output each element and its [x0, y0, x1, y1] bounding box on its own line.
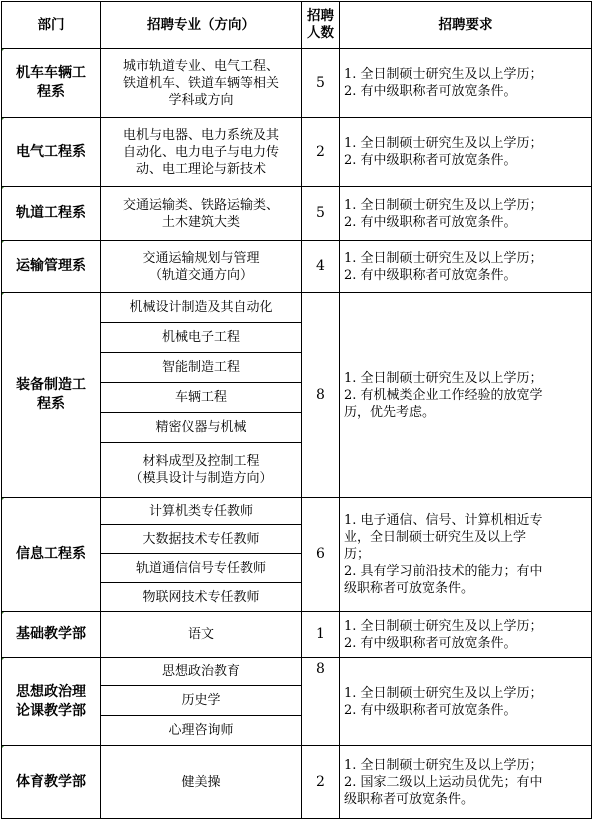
req-line: 1. 电子通信、信号、计算机相近专 [344, 513, 543, 528]
table-row [2, 241, 592, 293]
req-line: 1. 全日制硕士研究生及以上学历； [344, 136, 543, 151]
dept-cell: 体育教学部 [2, 746, 101, 819]
major-cell [101, 118, 302, 187]
requirements-cell [340, 49, 592, 118]
major-line: 学科或方向 [168, 92, 234, 108]
dept-cell [2, 49, 101, 118]
dept-cell: 电气工程系 [2, 118, 101, 187]
header-dept: 部门 [2, 2, 101, 49]
req-line: 1. 全日制硕士研究生及以上学历； [344, 618, 543, 634]
dept-cell [2, 293, 101, 498]
major-line: 土木建筑大类 [161, 214, 240, 230]
major-cell: 思想政治教育 [101, 658, 302, 686]
major-cell: 车辆工程 [101, 383, 302, 413]
table-row [2, 498, 592, 525]
major-line: （轨道交通方向） [148, 267, 253, 283]
req-line: 级职称者可放宽条件。 [344, 791, 475, 807]
major-cell [101, 241, 302, 293]
count-cell: 6 [302, 498, 340, 612]
table-row [2, 658, 592, 686]
major-cell: 智能制造工程 [101, 353, 302, 383]
requirements-cell [340, 612, 592, 658]
dept-line: 装备制造工 [16, 377, 86, 393]
req-line: 2. 有中级职称者可放宽条件。 [344, 702, 517, 718]
count-cell: 8 [302, 658, 340, 746]
count-cell: 5 [302, 187, 340, 241]
requirements-cell [340, 746, 592, 819]
req-line: 1. 全日制硕士研究生及以上学历； [344, 370, 543, 386]
count-cell: 1 [302, 612, 340, 658]
table-row [2, 746, 592, 819]
req-line: 级职称者可放宽条件。 [344, 581, 475, 596]
req-line: 2. 有中级职称者可放宽条件。 [344, 84, 517, 99]
major-cell: 计算机类专任教师 [101, 498, 302, 525]
major-cell: 机械设计制造及其自动化 [101, 293, 302, 323]
req-line: 2. 有机械类企业工作经验的放宽学 [344, 387, 543, 403]
req-line: 2. 具有学习前沿技术的能力；有中 [344, 564, 543, 579]
major-cell [101, 49, 302, 118]
header-row [2, 2, 592, 49]
requirements-cell [340, 293, 592, 498]
table-row [2, 187, 592, 241]
recruitment-table [1, 1, 592, 819]
req-line: 2. 有中级职称者可放宽条件。 [344, 214, 517, 230]
major-cell: 精密仪器与机械 [101, 413, 302, 443]
major-cell: 语文 [101, 612, 302, 658]
req-line: 2. 国家二级以上运动员优先；有中 [344, 774, 543, 790]
dept-cell: 基础教学部 [2, 612, 101, 658]
requirements-cell [340, 241, 592, 293]
table-row [2, 49, 592, 118]
req-line: 1. 全日制硕士研究生及以上学历； [344, 757, 543, 773]
major-cell: 大数据技术专任教师 [101, 525, 302, 554]
count-cell: 2 [302, 746, 340, 819]
major-cell: 物联网技术专任教师 [101, 583, 302, 612]
header-requirements: 招聘要求 [340, 2, 592, 49]
dept-cell: 运输管理系 [2, 241, 101, 293]
dept-line: 机车车辆工 [16, 65, 86, 81]
major-cell [101, 443, 302, 498]
major-line: 城市轨道专业、电气工程、 [122, 58, 279, 74]
major-cell: 轨道通信信号专任教师 [101, 554, 302, 583]
req-line: 历，优先考虑。 [344, 404, 436, 420]
req-line: 1. 全日制硕士研究生及以上学历； [344, 67, 543, 82]
major-line: 电机与电器、电力系统及其 [122, 127, 279, 143]
table-row [2, 612, 592, 658]
count-cell: 5 [302, 49, 340, 118]
major-line: （模具设计与制造方向） [129, 471, 273, 486]
header-count-line: 招聘 [307, 8, 334, 24]
major-line: 自动化、电力电子与电力传 [122, 144, 279, 160]
req-line: 2. 有中级职称者可放宽条件。 [344, 635, 517, 651]
dept-line: 程系 [37, 396, 65, 412]
requirements-cell [340, 118, 592, 187]
dept-cell: 轨道工程系 [2, 187, 101, 241]
count-cell: 8 [302, 293, 340, 498]
dept-line: 程系 [37, 84, 65, 100]
major-line: 交通运输规划与管理 [142, 250, 260, 266]
header-major: 招聘专业（方向） [101, 2, 302, 49]
req-line: 1. 全日制硕士研究生及以上学历； [344, 197, 543, 213]
req-line: 2. 有中级职称者可放宽条件。 [344, 267, 517, 283]
requirements-cell [340, 187, 592, 241]
major-cell: 健美操 [101, 746, 302, 819]
major-cell: 心理咨询师 [101, 716, 302, 746]
req-line: 历； [344, 547, 371, 562]
dept-cell: 信息工程系 [2, 498, 101, 612]
req-line: 1. 全日制硕士研究生及以上学历； [344, 250, 543, 266]
count-cell: 2 [302, 118, 340, 187]
major-cell: 历史学 [101, 686, 302, 716]
count-cell: 4 [302, 241, 340, 293]
req-line: 2. 有中级职称者可放宽条件。 [344, 153, 517, 168]
dept-line: 论课教学部 [16, 702, 86, 719]
table-row [2, 293, 592, 323]
major-line: 动、电工理论与新技术 [135, 161, 266, 177]
major-line: 铁道机车、铁道车辆等相关 [122, 75, 279, 91]
dept-line: 思想政治理 [16, 683, 86, 700]
table-row [2, 118, 592, 187]
req-line: 1. 全日制硕士研究生及以上学历； [344, 685, 543, 701]
major-line: 交通运输类、铁路运输类、 [122, 197, 279, 213]
req-line: 业，全日制硕士研究生及以上学 [344, 530, 527, 545]
header-count-line: 人数 [307, 25, 334, 41]
requirements-cell [340, 658, 592, 746]
requirements-cell [340, 498, 592, 612]
major-cell [101, 187, 302, 241]
header-count [302, 2, 340, 49]
major-cell: 机械电子工程 [101, 323, 302, 353]
dept-cell [2, 658, 101, 746]
major-line: 材料成型及控制工程 [142, 454, 260, 469]
